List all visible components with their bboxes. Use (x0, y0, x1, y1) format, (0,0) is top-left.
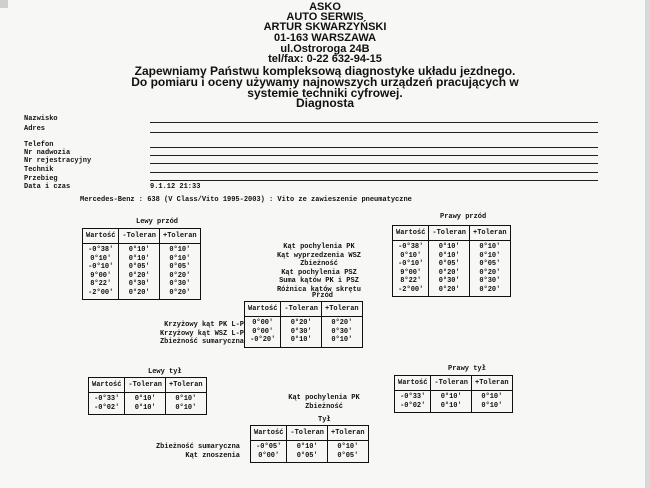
front-label: Suma kątów PK i PSZ (279, 277, 359, 285)
col-header-value: Wartość (89, 378, 125, 393)
cell: -0°02' (400, 401, 426, 410)
field-label-address: Adres (24, 125, 46, 133)
cell: 0°10' (169, 254, 191, 263)
cell: 0°10' (175, 403, 197, 412)
cell: -0°10' (398, 260, 424, 268)
cell: 0°20' (438, 268, 460, 277)
cell: 0°10' (479, 251, 501, 260)
field-label-phone: Telefon (24, 141, 54, 149)
front-label: Różnica kątów skrętu (276, 285, 361, 294)
rear-label: Zbieżność (305, 402, 343, 411)
front-axle-label: Zbieżność sumaryczna (159, 338, 244, 346)
cell: 0°20' (331, 319, 353, 327)
field-label-body-number: Nr nadwozia (24, 149, 71, 157)
cell: 0°10' (175, 395, 197, 403)
intro-line-1: Zapewniamy Państwu kompleksową diagnostyke układu jezdnego. (134, 64, 516, 78)
rear-left-values (89, 393, 125, 415)
cell: -0°10' (88, 263, 114, 271)
company-owner: ARTUR SKWARZYŃSKI (263, 21, 387, 33)
col-header-plus: +Toleran (160, 229, 201, 244)
col-header-minus: -Toleran (287, 426, 328, 441)
cell: 0°05' (479, 260, 501, 268)
field-label-datetime: Data i czas (24, 183, 71, 191)
rear-left-title: Lewy tył (148, 368, 182, 376)
front-label: Zbieżność (300, 260, 338, 268)
cell: 0°10' (331, 336, 353, 344)
rear-right-values (395, 391, 431, 413)
front-axle-values (245, 317, 281, 348)
rear-right-table (394, 375, 513, 413)
company-subtitle: AUTO SERWIS (286, 11, 364, 23)
field-label-surname: Nazwisko (24, 115, 58, 123)
cell: -0°38' (88, 246, 114, 254)
cell: 8°22' (400, 277, 422, 285)
cell: -0°33' (400, 393, 426, 401)
field-line-body-number (150, 155, 598, 156)
col-header-plus: +Toleran (328, 426, 369, 441)
front-right-title: Prawy przód (440, 213, 487, 221)
front-axle-title: Przód (312, 292, 334, 300)
rear-axle-values (251, 441, 287, 463)
cell: 0°30' (331, 327, 353, 336)
cell: 0°10' (481, 393, 503, 401)
cell: 0°30' (169, 280, 191, 288)
rear-axle-title: Tył (318, 416, 331, 424)
cell: 0°05' (438, 260, 460, 268)
cell: 0°05' (296, 451, 318, 460)
front-labels (250, 243, 388, 294)
rear-axle-label: Zbieżność sumaryczna (155, 443, 240, 451)
cell: 0°10' (169, 246, 191, 254)
rear-right-title: Prawy tył (448, 365, 486, 373)
cell: 0°30' (290, 327, 312, 336)
intro-line-2: Do pomiaru i oceny używamy najnowszych urządzeń pracujących w (131, 75, 519, 89)
field-label-mileage: Przebieg (24, 175, 58, 183)
front-left-table (82, 228, 201, 300)
field-line-address (150, 132, 598, 133)
cell: 0°20' (479, 285, 501, 294)
cell: 0°20' (169, 271, 191, 280)
col-header-plus: +Toleran (322, 302, 363, 317)
cell: 0°20' (128, 271, 150, 280)
cell: 0°10' (128, 254, 150, 263)
cell: -0°05' (256, 443, 282, 451)
rear-axle-minus (287, 441, 328, 463)
rear-left-plus (166, 393, 207, 415)
cell: 0°20' (438, 285, 460, 294)
col-header-minus: -Toleran (281, 302, 322, 317)
rear-axle-plus (328, 441, 369, 463)
rear-axle-table (250, 425, 369, 463)
rear-labels (262, 394, 386, 411)
cell: 0°05' (128, 263, 150, 271)
col-header-minus: -Toleran (431, 376, 472, 391)
cell: 0°05' (169, 263, 191, 271)
field-line-mileage (150, 180, 598, 181)
front-left-title: Lewy przód (136, 218, 179, 226)
cell: 0°10' (438, 243, 460, 251)
cell: 0°00' (258, 451, 280, 460)
col-header-value: Wartość (83, 229, 119, 244)
cell: -0°02' (94, 403, 120, 412)
col-header-plus: +Toleran (472, 376, 513, 391)
front-axle-label: Krzyżowy kąt PK L-P (164, 321, 244, 329)
company-phone: tel/fax: 0-22 632-94-15 (268, 53, 382, 65)
cell: 0°00' (252, 327, 274, 336)
cell: 0°20' (128, 288, 150, 297)
col-header-plus: +Toleran (470, 226, 511, 241)
cell: 0°05' (337, 451, 359, 460)
cell: 0°20' (290, 319, 312, 327)
cell: 0°10' (337, 443, 359, 451)
field-value-datetime: 9.1.12 21:33 (150, 183, 201, 191)
field-line-phone (150, 147, 598, 148)
front-left-minus (119, 244, 160, 300)
front-left-values (83, 244, 119, 300)
col-header-value: Wartość (393, 226, 429, 241)
cell: 0°20' (479, 268, 501, 277)
front-left-plus (160, 244, 201, 300)
cell: 8°22' (90, 280, 112, 288)
company-street: ul.Ostroroga 24B (280, 43, 370, 55)
front-right-values (393, 241, 429, 297)
col-header-value: Wartość (395, 376, 431, 391)
cell: 0°10' (134, 403, 156, 412)
col-header-minus: -Toleran (429, 226, 470, 241)
cell: 0°10' (481, 401, 503, 410)
cell: 0°10' (440, 401, 462, 410)
field-label-registration: Nr rejestracyjny (24, 157, 92, 165)
front-axle-table (244, 301, 363, 348)
rear-right-minus (431, 391, 472, 413)
intro-line-3: systemie techniki cyfrowej. (247, 86, 403, 100)
company-city: 01-163 WARSZAWA (273, 32, 377, 44)
col-header-minus: -Toleran (119, 229, 160, 244)
cell: 0°10' (479, 243, 501, 251)
rear-left-table (88, 377, 207, 415)
front-axle-label: Krzyżowy kąt WSZ L-P (159, 329, 244, 338)
cell: 0°10' (134, 395, 156, 403)
intro-line-4: Diagnosta (295, 96, 354, 110)
front-label: Kąt pochylenia PK (283, 243, 355, 251)
cell: 0°30' (438, 277, 460, 285)
col-header-plus: +Toleran (166, 378, 207, 393)
front-right-minus (429, 241, 470, 297)
front-right-plus (470, 241, 511, 297)
cell: 0°10' (440, 393, 462, 401)
cell: 0°10' (400, 251, 422, 260)
front-label: Kąt wyprzedzenia WSZ (276, 251, 361, 260)
field-line-registration (150, 163, 598, 164)
rear-right-plus (472, 391, 513, 413)
rear-axle-label: Kąt znoszenia (185, 451, 240, 460)
cell: 9°00' (400, 268, 422, 277)
cell: 0°20' (169, 288, 191, 297)
col-header-value: Wartość (245, 302, 281, 317)
cell: -2°00' (88, 288, 114, 297)
vehicle-model: Mercedes-Benz : 638 (V Class/Vito 1995-2003) : Vito ze zawieszenie pneumatyczne (80, 196, 412, 204)
cell: 0°10' (128, 246, 150, 254)
front-axle-plus (322, 317, 363, 348)
field-line-technician (150, 172, 598, 173)
cell: 9°00' (90, 271, 112, 280)
cell: 0°10' (290, 336, 312, 344)
cell: -2°00' (398, 285, 424, 294)
rear-label: Kąt pochylenia PK (288, 394, 360, 402)
front-label: Kąt pochylenia PSZ (281, 268, 357, 277)
cell: 0°00' (252, 319, 274, 327)
cell: 0°10' (90, 254, 112, 263)
cell: -0°20' (250, 336, 276, 344)
cell: 0°10' (438, 251, 460, 260)
cell: -0°38' (398, 243, 424, 251)
rear-left-minus (125, 393, 166, 415)
rear-axle-labels (80, 443, 240, 460)
front-right-table (392, 225, 511, 297)
cell: -0°33' (94, 395, 120, 403)
field-line-surname (150, 122, 598, 123)
front-axle-labels (84, 321, 244, 347)
front-axle-minus (281, 317, 322, 348)
field-label-technician: Technik (24, 166, 54, 174)
cell: 0°10' (296, 443, 318, 451)
cell: 0°30' (479, 277, 501, 285)
col-header-value: Wartość (251, 426, 287, 441)
company-name: ASKO (309, 1, 341, 13)
col-header-minus: -Toleran (125, 378, 166, 393)
cell: 0°30' (128, 280, 150, 288)
